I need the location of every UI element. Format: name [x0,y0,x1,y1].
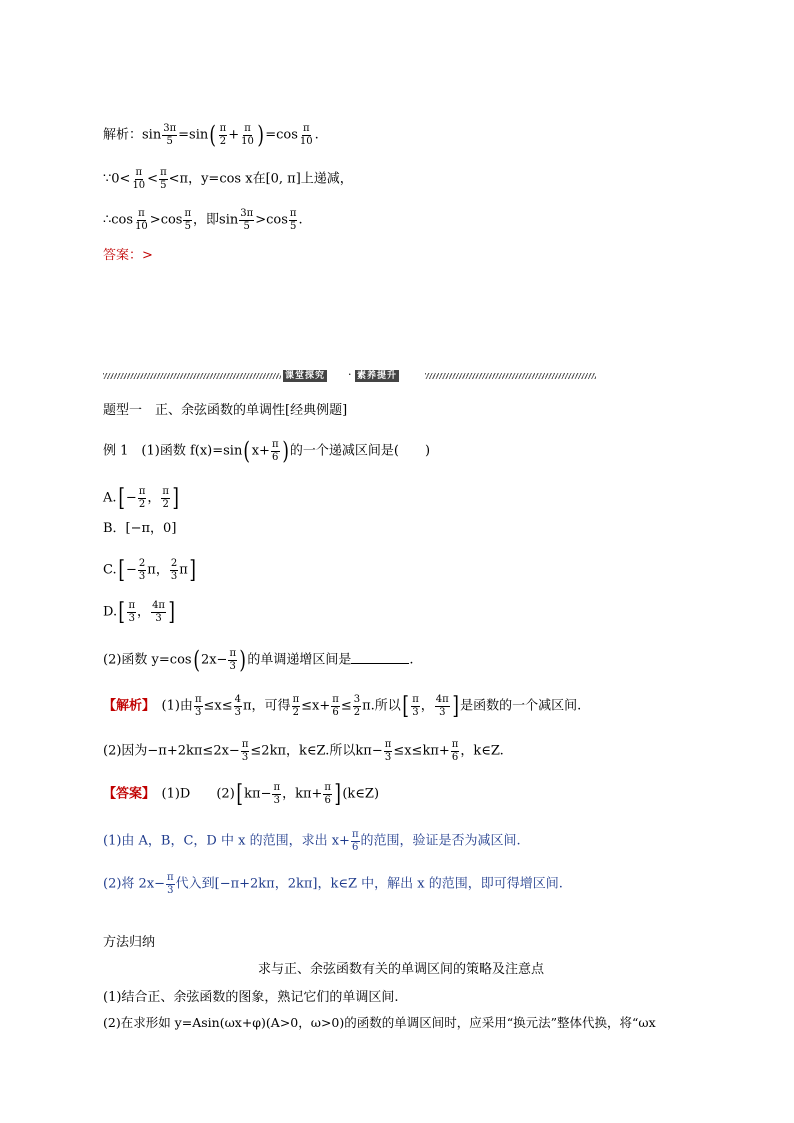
text: 例 1 (1)函数 f(x)=sin [103,443,243,459]
text: 的范围，验证是否为减区间. [360,833,521,849]
fraction [131,167,146,191]
right-bracket: ] [172,484,179,512]
text: kπ− [244,786,272,802]
answer-value: > [142,248,153,263]
numerator: π [167,872,174,883]
left-bracket: [ [236,780,243,808]
fraction [166,872,175,896]
numerator: 2 [138,558,146,569]
denominator: 3 [241,751,249,763]
fraction [159,167,168,191]
banner-tag-right: 素养提升 [357,371,398,381]
text: . [314,127,319,143]
numerator: π [229,648,237,659]
text: − [126,562,137,578]
option-a [103,486,180,510]
left-bracket: [ [117,484,125,512]
denominator: 5 [160,179,167,191]
fraction [351,829,360,853]
denominator: 3 [128,612,135,624]
numerator: π [292,694,300,705]
text: π [179,562,188,578]
text: π.所以 [362,698,401,714]
left-paren: ( [209,121,217,149]
text: 2x− [200,652,228,668]
text: ，k∈Z. [460,743,504,759]
numerator: 4π [152,600,165,611]
text: sin [142,127,162,143]
text: 代入到[−π+2kπ，2kπ]，k∈Z 中，解出 x 的范围，即可得增区间. [175,876,563,892]
text: =sin [178,127,209,143]
option-b: B．[−π，0] [103,521,177,536]
fraction [323,782,332,806]
text: 是函数的一个减区间. [460,698,582,714]
numerator: π [289,208,297,219]
denominator: 6 [272,451,279,463]
solution-answer [103,249,153,262]
example-q1 [103,439,430,463]
denominator: 5 [166,135,173,147]
text: >cos [149,212,183,228]
fraction [435,694,450,718]
fraction [240,123,255,147]
fraction [289,208,298,232]
text: ，kπ+ [282,786,323,802]
denominator: 3 [384,751,392,763]
text: . [298,212,303,228]
option-label: C. [103,562,117,578]
denominator: 5 [243,220,250,232]
numerator: π [160,167,167,178]
numerator: 4 [234,694,242,705]
fraction [384,739,393,763]
numerator: 2 [170,558,178,569]
fraction [239,208,254,232]
text: ≤2kπ，k∈Z.所以kπ− [250,743,383,759]
fraction [353,694,361,718]
option-label: A. [103,490,117,506]
solution-line-1 [103,123,319,147]
analysis-line-1 [103,694,581,718]
text: (k∈Z) [342,786,380,802]
right-paren: ) [281,437,289,465]
text: >cos [255,212,288,228]
left-paren: ( [243,437,251,465]
text: (1)由 A，B，C，D 中 x 的范围，求出 x+ [103,833,350,849]
denominator: 2 [219,135,227,147]
denominator: 5 [184,220,191,232]
text: ≤x≤kπ+ [393,743,450,759]
method-point-2: (2)在求形如 y=Asin(ωx+φ)(A>0，ω>0)的函数的单调区间时，应采用“换元法”整体代换，将“ωx [103,1015,656,1030]
numerator: π [273,782,281,793]
method-title: 求与正、余弦函数有关的单调区间的策略及注意点 [258,962,545,977]
text: ， [147,490,161,506]
fraction [241,739,250,763]
right-paren: ) [239,646,246,674]
fraction [271,439,280,463]
answer-blank [351,652,409,664]
fraction [411,694,420,718]
numerator: π [184,208,192,219]
numerator: π [241,739,249,750]
fraction [234,694,242,718]
example-q2 [103,648,414,672]
fraction [134,208,149,232]
denominator: 3 [138,570,146,582]
denominator: 6 [332,706,339,718]
numerator: π [412,694,419,705]
text: (2)因为−π+2kπ≤2x− [103,743,240,759]
denominator: 6 [451,751,459,763]
left-bracket: [ [118,556,125,584]
numerator: π [351,829,359,840]
solution-line-2 [103,167,353,191]
tip-2 [103,872,563,896]
right-paren: ) [257,121,264,149]
text: x+ [251,443,270,459]
text: <π，y=cos x在[0, π]上递减， [168,171,353,187]
fraction [151,600,166,624]
text: =cos [265,127,298,143]
denominator: 3 [167,884,174,896]
numerator: 3π [240,208,254,219]
denominator: 2 [353,706,361,718]
solution-line-3 [103,208,303,232]
denominator: 3 [170,570,178,582]
fraction [170,558,178,582]
section-banner [103,370,596,382]
option-d [103,600,176,624]
numerator: 3π [163,123,177,134]
option-c [103,558,197,582]
text: ∴cos [103,212,134,228]
right-bracket: ] [452,692,459,720]
numerator: π [384,739,392,750]
right-bracket: ] [168,598,175,626]
numerator: 3 [353,694,361,705]
left-bracket: [ [402,692,409,720]
denominator: 3 [273,794,280,806]
denominator: 2 [162,498,169,510]
banner-dot: · [348,368,352,381]
denominator: 3 [229,660,236,672]
numerator: π [162,486,169,497]
fraction [161,486,170,510]
denominator: 3 [439,706,446,718]
banner-hatch-left [103,373,281,379]
numerator: π [324,782,331,793]
fraction [162,123,177,147]
denominator: 3 [195,706,202,718]
numerator: π [244,123,251,134]
denominator: 3 [155,612,162,624]
fraction [451,739,460,763]
fraction [138,558,146,582]
denominator: 6 [352,841,359,853]
text: (2)函数 y=cos [103,652,192,668]
text: ，即sin [193,212,239,228]
analysis-line-2 [103,739,504,763]
analysis-label: 【解析】 [103,698,149,714]
numerator: π [219,123,227,134]
text: < [147,171,159,187]
numerator: π [138,208,145,219]
answer-line [103,782,379,806]
text: 的一个递减区间是( ) [289,443,431,459]
text: ， [137,604,151,620]
denominator: 10 [241,135,254,147]
fraction [183,208,192,232]
numerator: π [332,694,339,705]
text: ≤x+ [301,698,331,714]
text: 的单调递增区间是 [247,652,352,668]
fraction [127,600,136,624]
text: ∵0< [103,171,131,187]
fraction [228,648,237,672]
text: . [409,652,414,668]
text: π， [147,562,169,578]
method-point-1: (1)结合正、余弦函数的图象，熟记它们的单调区间. [103,990,399,1005]
method-heading: 方法归纳 [103,935,156,950]
text: (1)D (2) [148,786,235,802]
text: π，可得 [243,698,291,714]
left-bracket: [ [118,598,126,626]
tip-1 [103,829,521,853]
text: (1)由 [148,698,193,714]
fraction [138,486,147,510]
text: ， [420,698,434,714]
fraction [272,782,281,806]
fraction [292,694,301,718]
fraction [219,123,228,147]
denominator: 2 [292,706,300,718]
denominator: 3 [234,706,242,718]
fraction [299,123,314,147]
answer-label: 【答案】 [103,786,149,802]
text: − [125,490,137,506]
section-title: 题型一 正、余弦函数的单调性[经典例题] [103,403,348,418]
numerator: π [302,123,310,134]
fraction [194,694,203,718]
denominator: 10 [135,220,148,232]
fraction [331,694,340,718]
numerator: 4π [435,694,449,705]
numerator: π [128,600,136,611]
banner-hatch-right [425,373,596,379]
numerator: π [194,694,202,705]
denominator: 10 [132,179,146,191]
denominator: 5 [289,220,297,232]
text: ≤x≤ [203,698,233,714]
denominator: 2 [138,498,146,510]
banner-tag-left: 课堂探究 [285,371,326,381]
numerator: π [135,167,143,178]
left-paren: ( [192,646,200,674]
right-bracket: ] [189,556,196,584]
text: + [228,127,240,143]
answer-label: 答案： [103,248,143,263]
text: (2)将 2x− [103,876,166,892]
denominator: 10 [299,135,313,147]
denominator: 6 [324,794,331,806]
text: ≤ [340,698,352,714]
denominator: 3 [412,706,419,718]
numerator: π [138,486,146,497]
right-bracket: ] [334,780,341,808]
numerator: π [451,739,459,750]
option-label: D. [103,604,118,620]
solution-label: 解析： [103,127,143,143]
numerator: π [271,439,279,450]
